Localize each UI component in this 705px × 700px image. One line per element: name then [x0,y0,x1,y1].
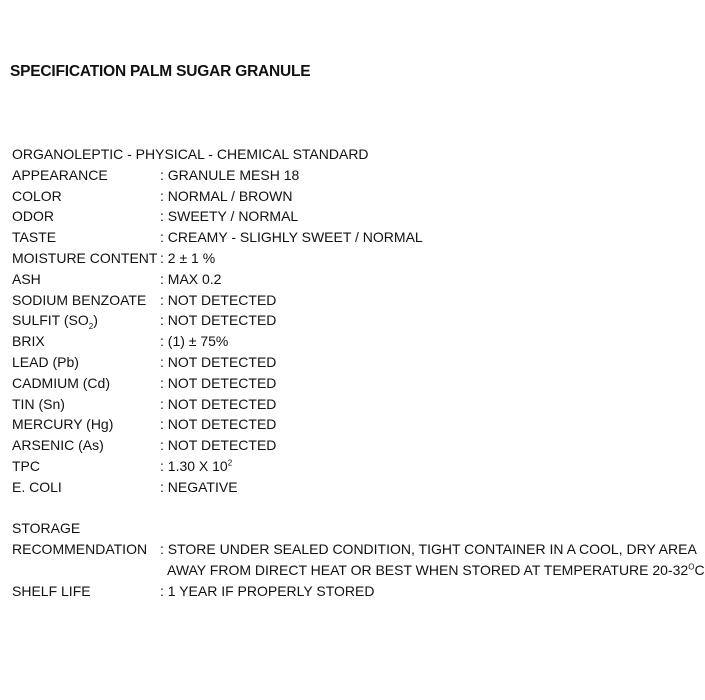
spacer [12,498,692,519]
spec-label: APPEARANCE [12,166,108,183]
degree-superscript: O [688,562,695,572]
spec-label: TIN (Sn) [12,395,65,412]
spec-label: ODOR [12,208,54,225]
spec-row-taste [12,227,692,248]
spec-value [160,456,232,477]
recommendation-value: : STORE UNDER SEALED CONDITION, TIGHT CONTAINER IN A COOL, DRY AREA [160,541,697,558]
spec-value: : (1) ± 75% [160,333,229,350]
spec-value: : NOT DETECTED [160,395,277,412]
document-title: SPECIFICATION PALM SUGAR GRANULE [10,63,311,80]
spec-label: ASH [12,270,41,287]
spec-value: : 2 ± 1 % [160,249,216,266]
spec-row-tpc [12,456,692,477]
shelf-life-value: : 1 YEAR IF PROPERLY STORED [160,582,375,599]
spec-value: : NOT DETECTED [160,353,277,370]
recommendation-line2-main: AWAY FROM DIRECT HEAT OR BEST WHEN STORED AT TEMPERATURE 20-32 [167,561,689,578]
spec-value: : SWEETY / NORMAL [160,208,299,225]
spec-label-main: SULFIT (SO [12,312,89,329]
recommendation-value-continued [167,560,705,581]
spec-row-sodium-benzoate [12,290,692,311]
spec-row-e-coli [12,477,692,498]
superscript-2: 2 [227,458,233,468]
spec-value: : MAX 0.2 [160,270,222,287]
section-heading: ORGANOLEPTIC - PHYSICAL - CHEMICAL STANDARD [12,146,369,162]
storage-recommendation-continued-row [12,560,705,581]
spec-label: E. COLI [12,478,62,495]
spec-value: : NOT DETECTED [160,416,277,433]
subscript-2: 2 [88,322,94,332]
spec-label: BRIX [12,333,45,350]
spec-row-sulfit [12,310,692,331]
spec-row-moisture-content [12,248,692,269]
spec-label: CADMIUM (Cd) [12,374,110,391]
spec-row-tin [12,394,692,415]
spec-value: : GRANULE MESH 18 [160,166,300,183]
spec-label: TASTE [12,229,57,246]
spec-value: : NOT DETECTED [160,291,277,308]
storage-heading: STORAGE [12,520,81,537]
spec-label [12,310,98,331]
spec-row-arsenic [12,435,692,456]
storage-heading-row [12,518,692,539]
spec-value: : NOT DETECTED [160,437,277,454]
spec-row-ash [12,269,692,290]
storage-recommendation-row [12,539,697,560]
spec-value: : NORMAL / BROWN [160,187,293,204]
spec-label: MOISTURE CONTENT [12,249,158,266]
shelf-life-row [12,581,692,602]
spec-value: : CREAMY - SLIGHLY SWEET / NORMAL [160,229,423,246]
spec-value: : NOT DETECTED [160,374,277,391]
spec-label: LEAD (Pb) [12,353,79,370]
spec-row-odor [12,206,692,227]
shelf-life-label: SHELF LIFE [12,582,91,599]
spec-row-lead [12,352,692,373]
spec-row-color [12,186,692,207]
spec-label-end: ) [93,312,98,329]
spec-row-appearance [12,165,692,186]
spec-row-brix [12,331,692,352]
spec-value: : NOT DETECTED [160,312,277,329]
spec-block [12,144,705,602]
spec-label: SODIUM BENZOATE [12,291,147,308]
spec-label: ARSENIC (As) [12,437,104,454]
spec-value-main: : 1.30 X 10 [160,457,228,474]
spec-value: : NEGATIVE [160,478,238,495]
spec-label: COLOR [12,187,62,204]
spec-row-cadmium [12,373,692,394]
section-heading-row [12,144,692,165]
spec-row-mercury [12,414,692,435]
recommendation-label: RECOMMENDATION [12,541,148,558]
spec-label: MERCURY (Hg) [12,416,114,433]
recommendation-line2-end: C [694,561,705,578]
spec-label: TPC [12,457,40,474]
